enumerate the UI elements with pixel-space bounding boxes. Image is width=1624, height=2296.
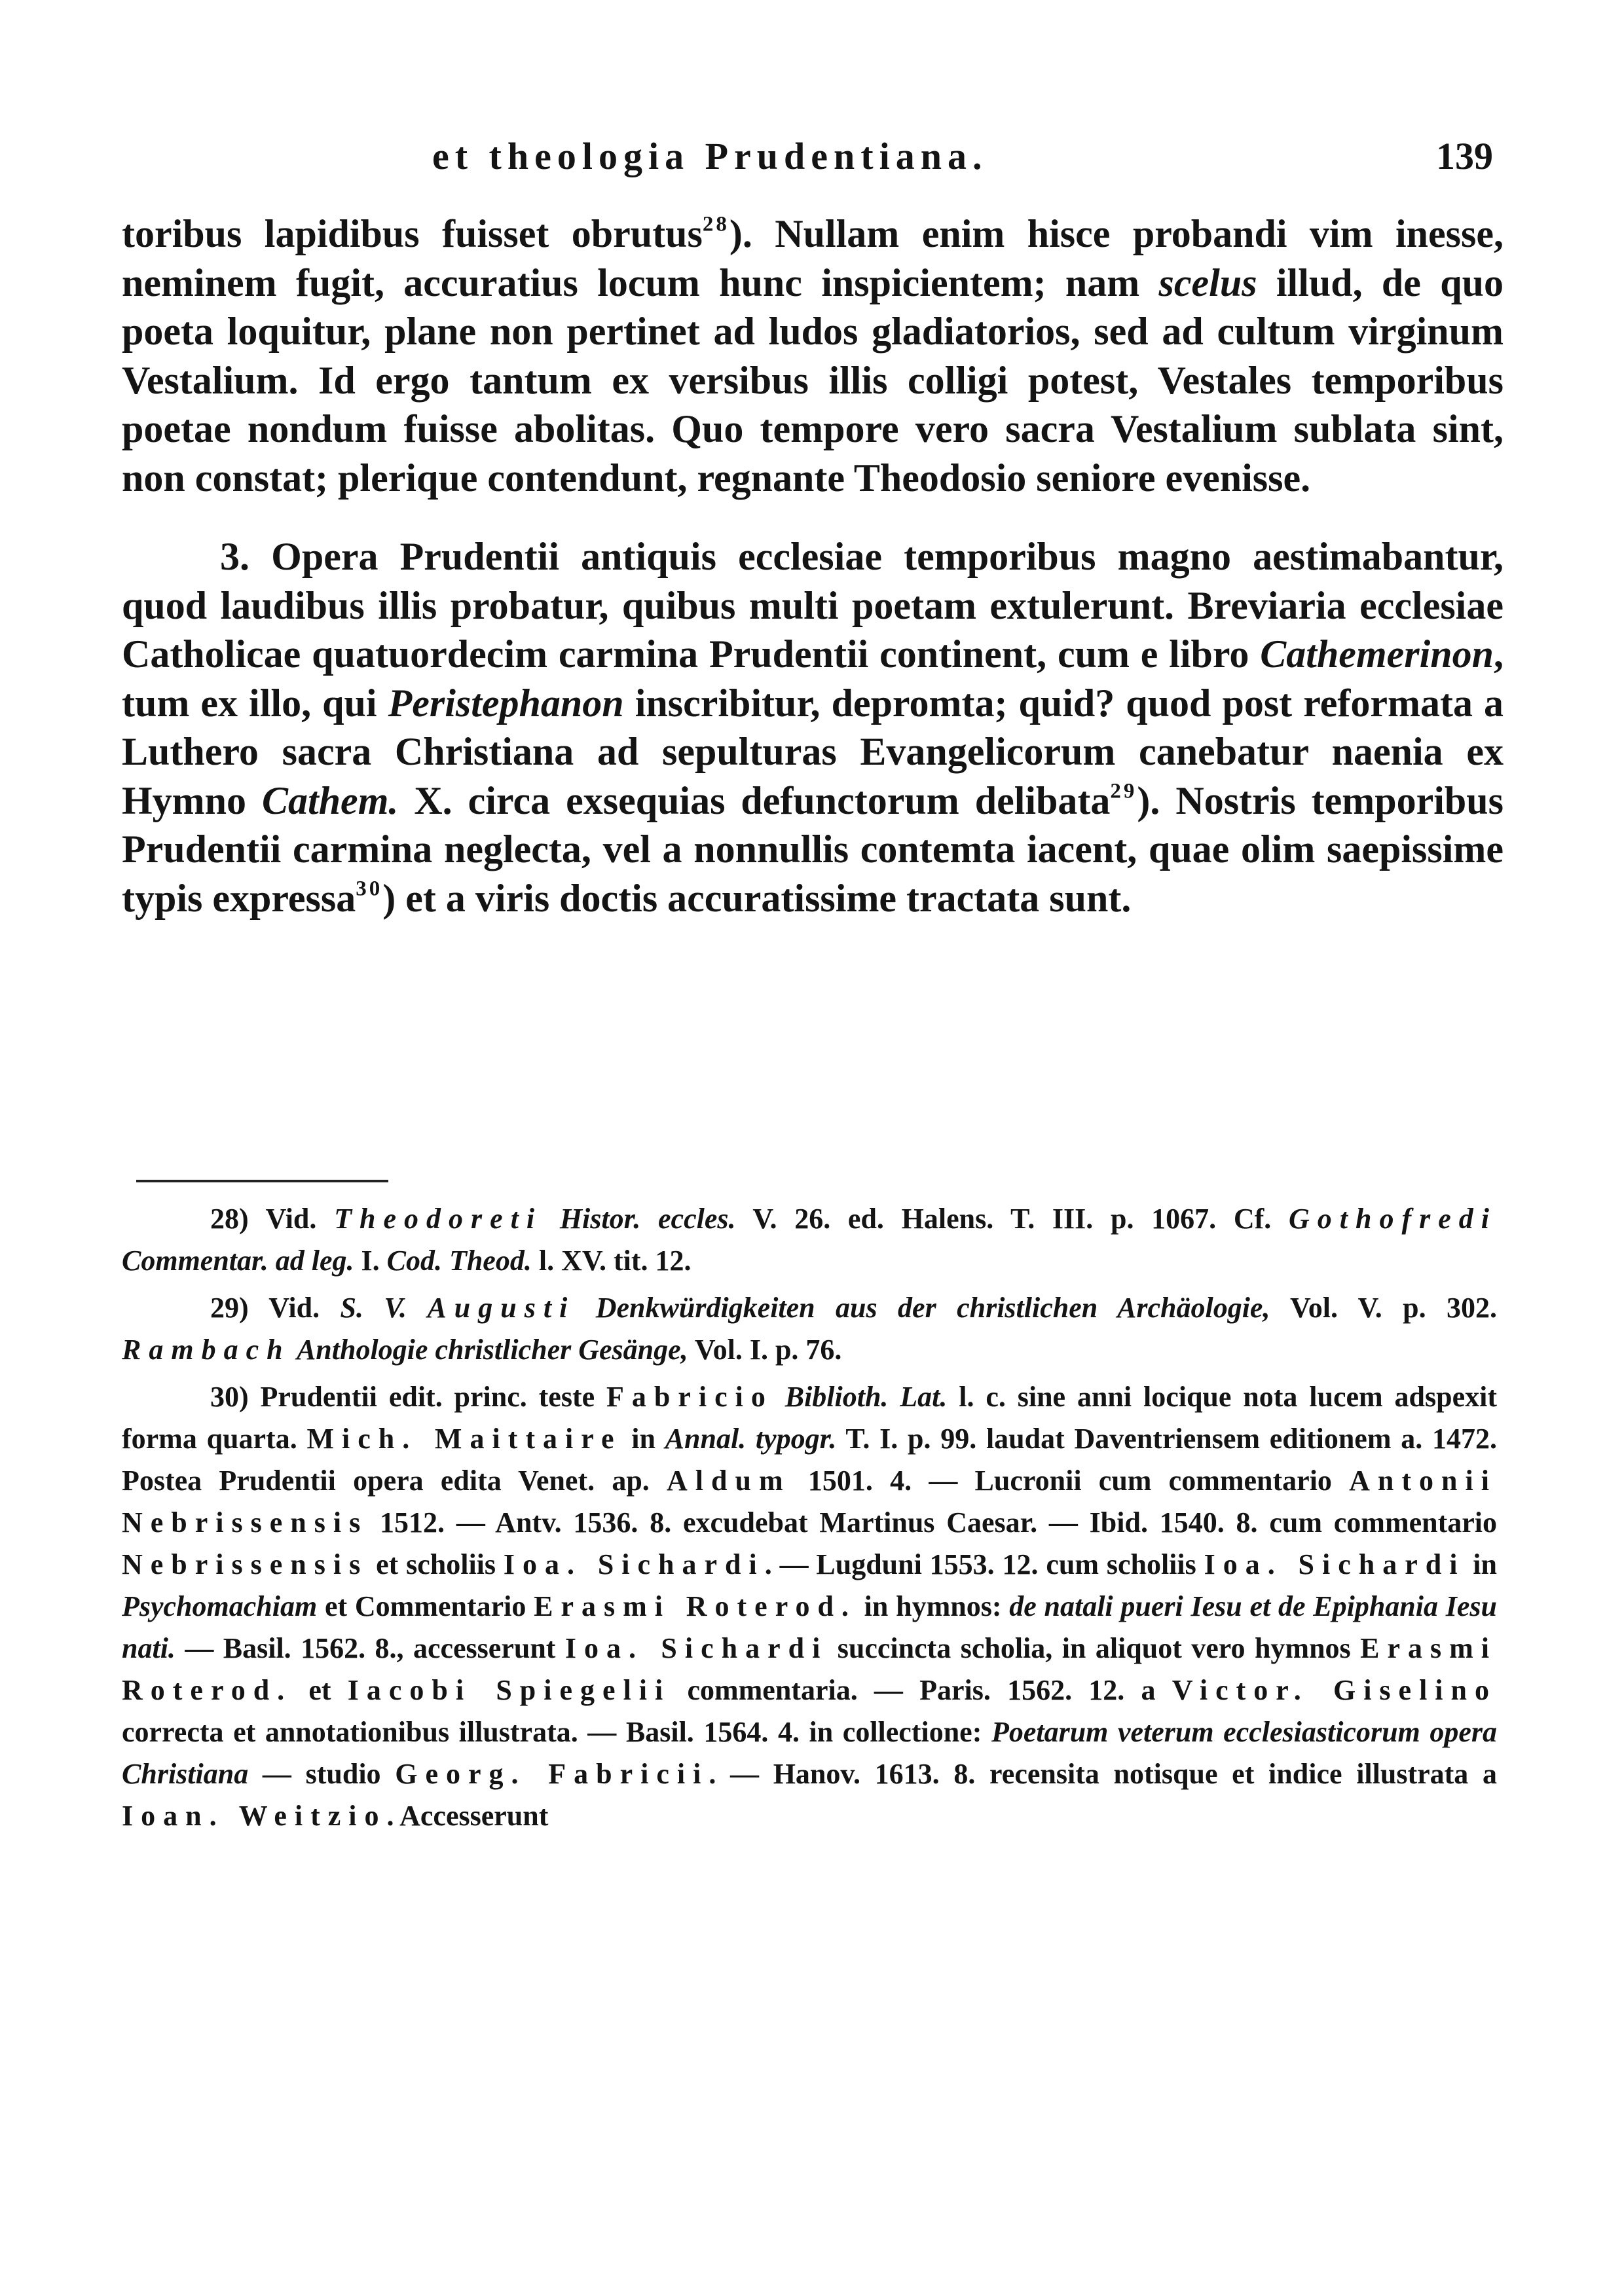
italic-title: Poetarum veterum ecclesiasticorum opera Christiana bbox=[122, 1716, 1497, 1790]
author-name: Erasmi Roterod. bbox=[534, 1590, 857, 1622]
author-name: Ioa. Sichardi bbox=[1204, 1548, 1466, 1580]
text-run: 1512. — Antv. 1536. 8. excudebat Martinus Caesar. — Ibid. 1540. 8. cum commentario bbox=[368, 1506, 1497, 1539]
italic-title: Cathemerinon bbox=[1260, 632, 1494, 676]
italic-title: Biblioth. Lat. bbox=[784, 1381, 948, 1413]
text-run: et scholiis bbox=[368, 1548, 504, 1580]
text-run: X. circa exsequias defunctorum delibata bbox=[398, 778, 1111, 822]
italic-title: Commentar. ad leg. bbox=[122, 1245, 354, 1277]
running-head-title: et theologia Prudentiana. bbox=[432, 135, 988, 177]
italic-title: S. V. bbox=[340, 1292, 407, 1324]
author-name: Gothofredi bbox=[1289, 1203, 1497, 1235]
text-run: Vol. V. p. 302. bbox=[1270, 1292, 1497, 1324]
text-run: toribus lapidibus fuisset obrutus bbox=[122, 212, 703, 255]
text-run: inscribitur, depromta; quid? quod post reformata a Luthero sacra Christiana ad sepulturas Evangelicorum canebatur naenia ex Hymno bbox=[122, 681, 1504, 822]
text-run: 29) Vid. bbox=[210, 1292, 341, 1324]
footnote-ref-28: 28 bbox=[702, 212, 729, 236]
author-name: Victor. Giselino bbox=[1172, 1674, 1498, 1706]
text-run: — studio bbox=[248, 1758, 396, 1790]
author-name: Ioa. Sichardi bbox=[503, 1548, 765, 1580]
author-name: Ioan. Weitzio bbox=[122, 1800, 387, 1832]
author-name: Theodoreti bbox=[334, 1203, 543, 1235]
text-run: 1501. 4. — Lucronii cum commentario bbox=[790, 1465, 1350, 1497]
author-name: Fabricio bbox=[606, 1381, 773, 1413]
italic-title: Cod. Theod. bbox=[386, 1245, 532, 1277]
footnote-30 bbox=[122, 1376, 1497, 1837]
text-run: — Basil. 1562. 8., accesserunt bbox=[175, 1632, 565, 1664]
text-run: 30) Prudentii edit. princ. teste bbox=[210, 1381, 606, 1413]
italic-title: Denkwürdigkeiten aus der christlichen Archäologie, bbox=[575, 1292, 1270, 1324]
running-head bbox=[406, 134, 1493, 193]
italic-term: scelus bbox=[1158, 261, 1257, 304]
text-run: correcta et annotationibus illustrata. — Basil. 1564. 4. in collectione: bbox=[122, 1716, 991, 1748]
footnote-28 bbox=[122, 1198, 1497, 1282]
footnote-ref-29: 29 bbox=[1110, 778, 1137, 803]
author-name: Augusti bbox=[427, 1292, 576, 1324]
italic-title: Anthologie christlicher Gesänge, bbox=[290, 1334, 688, 1366]
text-run: in hymnos: bbox=[856, 1590, 1010, 1622]
text-run: 28) Vid. bbox=[210, 1203, 335, 1235]
footnotes bbox=[122, 1198, 1497, 1837]
text-run: , tum ex illo, qui bbox=[122, 632, 1504, 725]
text-run: Vol. I. p. 76. bbox=[688, 1334, 842, 1366]
text-run: l. c. sine anni locique nota lucem adspexit forma quarta. bbox=[122, 1381, 1497, 1455]
italic-title: Peristephanon bbox=[388, 681, 624, 725]
author-name: Ioa. Sichardi bbox=[564, 1632, 828, 1664]
page-number: 139 bbox=[1436, 135, 1493, 177]
text-run: et bbox=[292, 1674, 348, 1706]
italic-title: Psychomachiam bbox=[122, 1590, 318, 1622]
italic-title: Histor. eccles. bbox=[542, 1203, 736, 1235]
text-run: illud, de quo poeta loquitur, plane non pertinet ad ludos gladiatorios, sed ad cultum virginum Vestalium. Id ergo tantum ex versibus illis colligi potest, Vestales temporibus poetae nondum fuisse abolitas. Quo tempore vero sacra Vestalium sublata sint, non constat; plerique contendunt, regnante Theodosio seniore evenisse. bbox=[122, 261, 1504, 500]
author-name: Nebrissensis bbox=[122, 1548, 369, 1580]
text-run: . — Lugduni 1553. 12. cum scholiis bbox=[764, 1548, 1204, 1580]
author-name: Mich. Maittaire bbox=[306, 1423, 622, 1455]
text-run: V. 26. ed. Halens. T. III. p. 1067. Cf. bbox=[735, 1203, 1289, 1235]
author-name: Antonii Nebrissensis bbox=[122, 1465, 1497, 1539]
text-run: commentaria. — Paris. 1562. 12. a bbox=[671, 1674, 1172, 1706]
main-text bbox=[122, 210, 1504, 922]
text-run: l. XV. tit. 12. bbox=[531, 1245, 692, 1277]
italic-title: de natali pueri Iesu et de Epiphania Iesu nati. bbox=[122, 1590, 1497, 1664]
footnote-ref-30: 30 bbox=[356, 876, 383, 900]
text-run: I. bbox=[354, 1245, 387, 1277]
text-run: in bbox=[1465, 1548, 1497, 1580]
author-name: Rambach bbox=[122, 1334, 291, 1366]
text-run: . Accesserunt bbox=[386, 1800, 549, 1832]
text-run: in bbox=[621, 1423, 665, 1455]
italic-title: Annal. typogr. bbox=[665, 1423, 837, 1455]
text-run: ) et a viris doctis accuratissime tractata sunt. bbox=[382, 876, 1132, 920]
text-run: et Commentario bbox=[317, 1590, 534, 1622]
paragraph-1 bbox=[122, 210, 1504, 502]
text-run: succincta scholia, in aliquot vero hymnos bbox=[828, 1632, 1361, 1664]
text-run: 3. Opera Prudentii antiquis ecclesiae temporibus magno aestimabantur, quod laudibus illis probatur, quibus multi poetam extulerunt. Breviaria ecclesiae Catholicae quatuordecim carmina Prudentii continent, cum e libro bbox=[122, 535, 1504, 676]
text-run: T. I. p. 99. laudat Daventriensem editionem a. 1472. Postea Prudentii opera edita Venet. ap. bbox=[122, 1423, 1497, 1497]
text-run: . — Hanov. 1613. 8. recensita notisque et indice illustrata a bbox=[709, 1758, 1497, 1790]
footnote-divider bbox=[136, 1180, 388, 1182]
text-run: ). Nullam enim hisce probandi vim inesse, neminem fugit, accuratius locum hunc inspicientem; nam bbox=[122, 212, 1504, 304]
italic-title: Cathem. bbox=[262, 778, 399, 822]
author-name: Iacobi Spiegelii bbox=[347, 1674, 671, 1706]
text-run: ). Nostris temporibus Prudentii carmina neglecta, vel a nonnullis contemta iacent, quae olim saepissime typis expressa bbox=[122, 778, 1504, 920]
paragraph-2 bbox=[122, 532, 1504, 922]
text-run bbox=[773, 1381, 785, 1413]
author-name: Aldum bbox=[667, 1465, 791, 1497]
author-name: Erasmi Roterod. bbox=[122, 1632, 1497, 1706]
author-name: Georg. Fabricii bbox=[395, 1758, 709, 1790]
text-run bbox=[407, 1292, 427, 1324]
footnote-29 bbox=[122, 1287, 1497, 1371]
